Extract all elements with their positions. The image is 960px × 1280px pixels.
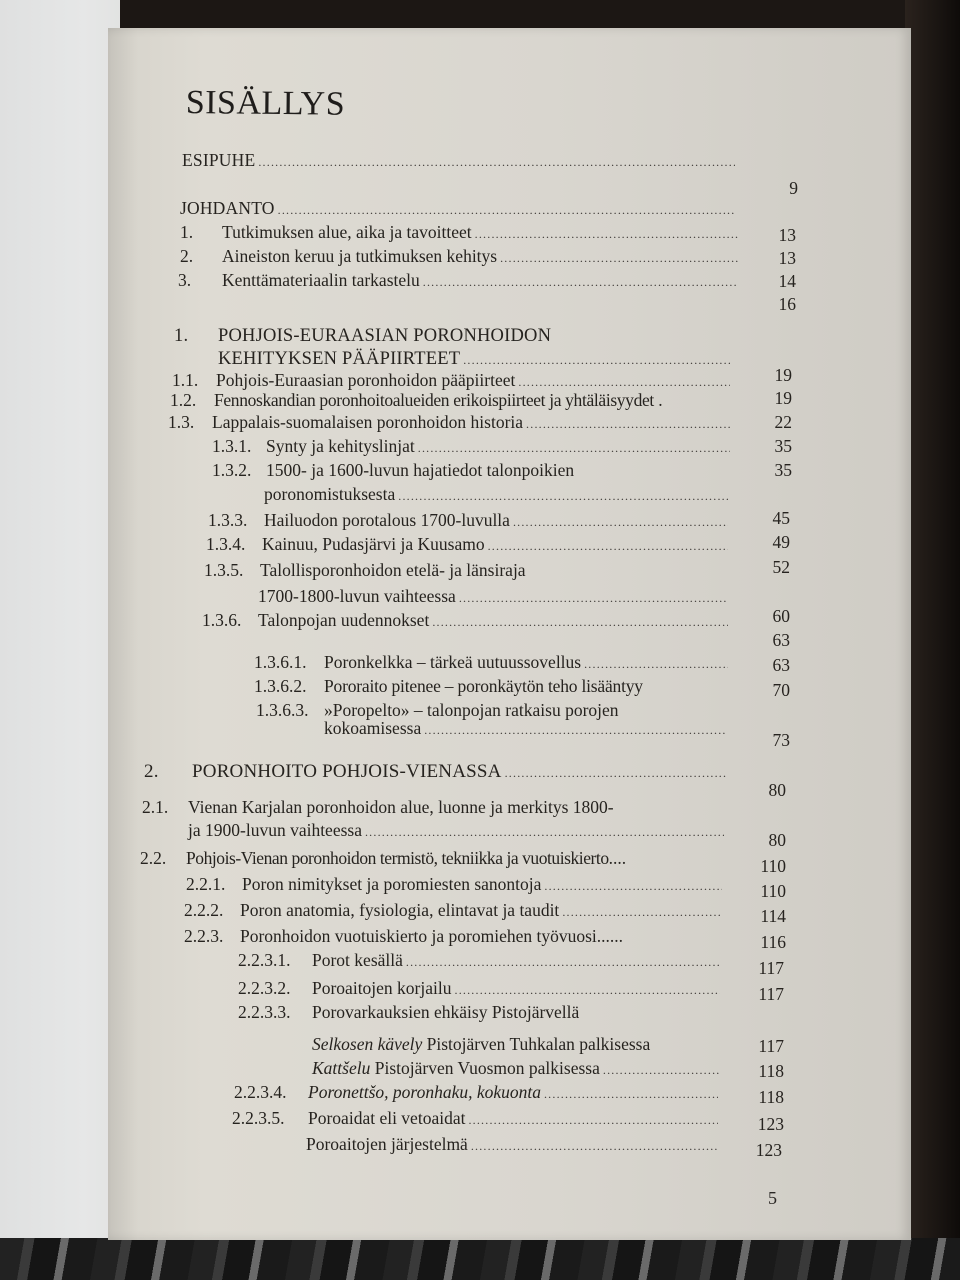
toc-entry-title: Pistojärven Vuosmon palkisessa — [370, 1058, 600, 1078]
toc-entry-title: Talonpojan uudennokset — [258, 610, 430, 630]
toc-entry — [312, 1034, 732, 1054]
leader-dots — [468, 1110, 718, 1130]
toc-entry-title: Pohjois-Vienan poronhoidon termistö, tekniikka ja vuotuiskierto — [186, 848, 609, 868]
toc-entry-continued — [188, 820, 728, 842]
leader-dots — [471, 1136, 718, 1156]
toc-entry-title: Poron anatomia, fysiologia, elintavat ja taudit — [240, 900, 560, 920]
leader-dots — [463, 350, 730, 370]
toc-entry — [254, 652, 732, 674]
toc-entry-continued — [324, 718, 730, 740]
page-number: 5 — [768, 1188, 777, 1208]
toc-entry-title: Hailuodon porotalous 1700-luvulla — [264, 510, 510, 530]
toc-entry-number: 1.3.6.2. — [254, 676, 307, 696]
leader-dots — [424, 720, 726, 740]
toc-entry-title: ESIPUHE — [182, 150, 256, 170]
toc-entry — [144, 762, 730, 783]
toc-entry-title: Pororaito pitenee – poronkäytön teho lisääntyy — [324, 676, 643, 696]
leader-dots — [365, 822, 724, 842]
toc-entry-title-line2: ja 1900-luvun vaihteessa — [188, 820, 362, 840]
toc-entry-title-line2: poronomistuksesta — [264, 484, 396, 504]
toc-entry: 2.2.3. Poronhoidon vuotuiskierto ja poromiehen työvuosi ...... — [184, 926, 624, 946]
toc-entry — [184, 900, 726, 922]
toc-entry-title: Pistojärven Tuhkalan palkisessa — [422, 1034, 651, 1054]
toc-entry — [180, 246, 796, 268]
leader-dots — [562, 902, 722, 922]
toc-entry — [186, 874, 726, 896]
toc-entry — [238, 1002, 724, 1022]
leader-dots — [398, 486, 728, 506]
toc-entry-title-italic: Selkosen kävely — [312, 1034, 423, 1054]
toc-entry-title: Lappalais-suomalaisen poronhoidon historia — [212, 412, 524, 432]
toc-entry: 2.2. Pohjois-Vienan poronhoidon termistö, tekniikka ja vuotuiskierto .... — [140, 848, 627, 868]
toc-entry-title: Poron nimitykset ja poromiesten sanontoja — [242, 874, 542, 894]
table-of-contents: ESIPUHE ..... 9 JOHDANTO ..... 13 1. Tutkimuksen alue, aika ja tavoitteet ..... 13 2. Aineiston keruu ja tutkimuksen kehitys ..... 14 3. Kenttämateriaalin tarkastelu ..... 16 1. POHJOIS-EURAASIAN PORONHOIDON KEHITYKSEN PÄÄPIIRTEET ..... 19 1.1. Pohjois-Euraasian poronhoidon pääpiirteet ..... 19 1.2. Fennoskandian poronhoitoalueiden erikoispiirteet ja yhtäläisyydet . 22 1.3. Lappalais-suomalaisen poronhoidon historia ..... 35 1.3.1. Synty ja kehityslinjat ..... 35 1.3.2. 1500- ja 1600-luvun hajatiedot talonpoikien poronomistuksesta ..... 45 1.3.3. Hailuodon porotalous 1700-luvulla ..... 49 1.3.4. Kainuu, Pudasjärvi ja Kuusamo ..... 52 1.3.5. Talollisporonhoidon etelä- ja länsiraja 1700-1800-luvun vaihteessa ..... 60 1.3.6. Talonpojan uudennokset ..... 63 1.3.6.1. Poronkelkka – tärkeä uutuussovellus ..... 63 1.3.6.2. Pororaito pitenee – poronkäytön teho lisääntyy 70 1.3.6.3. »Poropelto» – talonpojan ratkaisu porojen kokoamisessa ..... 73 2. PORONHOITO POHJOIS-VIENASSA ..... 80 2.1. Vienan Karjalan poronhoidon alue, luonne ja merkitys 1800- ja 1900-luvun vaihteessa ..... 80 2.2. Pohjois-Vienan poronhoidon termistö, tekniikka ja vuotuiskierto .... 110 2.2.1. Poron nimitykset ja poromiesten sanontoja ..... 110 2.2.2. Poron anatomia, fysiologia, elintavat ja taudit ..... 114 2.2.3. Poronhoidon vuotuiskierto ja poromiehen työvuosi ...... 116 2.2.3.1. Porot kesällä ..... 117 2.2.3.2. Poroaitojen korjailu ..... 117 2.2.3.3. Porovarkauksien ehkäisy Pistojärvellä Selkosen kävely Pistojärven Tuhkalan palkisessa 117 Kattšelu Pistojärven Vuosmon palkisessa ..... 118 2.2.3.4. Poronettšo, poronhaku, kokuonta ..... 118 2.2.3.5. Poroaidat eli vetoaidat ..... 123 Poroaitojen järjestelmä ..... 123 — [0, 0, 960, 1280]
toc-entry-title-line2: KEHITYKSEN PÄÄPIIRTEET — [218, 349, 461, 369]
toc-entry-title: Synty ja kehityslinjat — [266, 436, 415, 456]
toc-entry-number: 1.3.6. — [202, 610, 242, 630]
toc-entry-title: Porot kesällä — [312, 950, 403, 970]
toc-entry — [168, 412, 734, 434]
toc-entry — [180, 222, 796, 244]
toc-entry — [174, 326, 794, 346]
toc-entry-title: PORONHOITO POHJOIS-VIENASSA — [192, 761, 502, 782]
toc-entry-title: Kenttämateriaalin tarkastelu — [222, 270, 420, 290]
toc-entry-title: Vienan Karjalan poronhoidon alue, luonne ja merkitys 1800- — [188, 797, 614, 817]
leader-dots — [459, 588, 728, 608]
toc-entry-number: 1.3. — [168, 412, 195, 432]
toc-entry-number: 1.1. — [172, 370, 199, 390]
leader-dots — [423, 272, 738, 292]
toc-entry-number: 1.3.1. — [212, 436, 252, 456]
toc-entry-number: 1.3.6.3. — [256, 700, 309, 720]
toc-entry — [238, 978, 724, 1000]
leader-dots — [406, 952, 720, 972]
toc-entry — [202, 610, 732, 632]
toc-entry-number: 2. — [180, 246, 194, 266]
toc-entry-number: 2.2.2. — [184, 900, 224, 920]
toc-entry — [232, 1108, 722, 1130]
toc-entry-number: 2.2.3.3. — [238, 1002, 291, 1022]
page-title: SISÄLLYS — [185, 84, 346, 123]
toc-entry — [142, 797, 732, 817]
toc-entry-number: 2.1. — [142, 797, 169, 817]
toc-entry-title: Poroaitojen korjailu — [312, 978, 452, 998]
leader-dots — [475, 224, 738, 244]
toc-entry-continued — [264, 484, 732, 506]
toc-entry — [312, 1058, 724, 1080]
toc-entry — [172, 370, 734, 392]
toc-entry-title: Poronkelkka – tärkeä uutuussovellus — [324, 652, 582, 672]
toc-entry-number: 2.2.3.4. — [234, 1082, 287, 1102]
toc-entry-title: »Poropelto» – talonpojan ratkaisu porojen — [324, 700, 619, 720]
toc-entry-title: 1500- ja 1600-luvun hajatiedot talonpoikien — [266, 460, 575, 480]
toc-entry-continued — [218, 349, 734, 370]
toc-entry-number: 1.3.3. — [208, 510, 248, 530]
leader-dots — [584, 654, 728, 674]
toc-entry — [182, 150, 739, 172]
toc-entry-title-line2: 1700-1800-luvun vaihteessa — [258, 586, 456, 606]
toc-entry — [254, 676, 734, 696]
toc-entry-number: 2.2.3. — [184, 926, 224, 946]
toc-entry-title: Poroaitojen järjestelmä — [306, 1134, 468, 1154]
toc-entry-title-italic: Poronettšo, poronhaku, kokuonta — [308, 1082, 541, 1102]
toc-entry — [208, 510, 732, 532]
leader-dots — [603, 1060, 720, 1080]
toc-entry-title: Aineiston keruu ja tutkimuksen kehitys — [222, 246, 498, 266]
toc-entry-number: 2.2.3.5. — [232, 1108, 285, 1128]
toc-entry — [256, 700, 734, 720]
toc-entry — [212, 436, 734, 458]
toc-entry-title: Poroaidat eli vetoaidat — [308, 1108, 466, 1128]
toc-entry-number: 2.2.1. — [186, 874, 226, 894]
toc-entry-title: Talollisporonhoidon etelä- ja länsiraja — [260, 560, 526, 580]
toc-entry-number: 2.2.3.1. — [238, 950, 291, 970]
leader-dots — [488, 536, 728, 556]
toc-entry — [180, 198, 738, 220]
toc-entry-number: 1.3.6.1. — [254, 652, 307, 672]
toc-entry: 1.2. Fennoskandian poronhoitoalueiden erikoispiirteet ja yhtäläisyydet . — [170, 390, 663, 410]
toc-entry — [238, 950, 724, 972]
toc-entry-title: POHJOIS-EURAASIAN PORONHOIDON — [218, 326, 552, 346]
toc-entry-title: Kainuu, Pudasjärvi ja Kuusamo — [262, 534, 485, 554]
leader-dots — [258, 152, 735, 172]
toc-entry — [306, 1134, 722, 1156]
toc-entry-number: 1.3.5. — [204, 560, 244, 580]
toc-entry — [212, 460, 742, 480]
leader-dots — [513, 512, 728, 532]
toc-entry-number: 1.3.2. — [212, 460, 252, 480]
toc-entry-title: Tutkimuksen alue, aika ja tavoitteet — [222, 222, 472, 242]
toc-entry-title: Porovarkauksien ehkäisy Pistojärvellä — [312, 1002, 580, 1022]
leader-dots — [505, 763, 726, 783]
leader-dots — [544, 1084, 718, 1104]
toc-entry-title: Pohjois-Euraasian poronhoidon pääpiirteet — [216, 370, 516, 390]
toc-entry-number: 1. — [174, 326, 189, 346]
toc-entry-number: 2.2. — [140, 848, 167, 868]
toc-entry-number: 2. — [144, 761, 159, 782]
toc-entry-title: Poronhoidon vuotuiskierto ja poromiehen työvuosi — [240, 926, 597, 946]
toc-entry — [178, 270, 796, 292]
toc-entry-number: 1.2. — [170, 390, 197, 410]
leader-dots — [500, 248, 738, 268]
toc-entry-number: 1.3.4. — [206, 534, 246, 554]
leader-dots — [432, 612, 728, 632]
leader-dots — [418, 438, 730, 458]
toc-entry-title-line2: kokoamisessa — [324, 718, 422, 738]
toc-entry — [234, 1082, 722, 1104]
toc-entry-title: Fennoskandian poronhoitoalueiden erikoispiirteet ja yhtäläisyydet — [214, 390, 654, 410]
toc-entry-number: 3. — [178, 270, 192, 290]
toc-entry-title: JOHDANTO — [180, 198, 275, 218]
toc-entry — [204, 560, 734, 580]
leader-dots — [455, 980, 721, 1000]
toc-entry-title-italic: Kattšelu — [312, 1058, 371, 1078]
leader-dots — [526, 414, 730, 434]
leader-dots — [518, 372, 730, 392]
leader-dots — [544, 876, 722, 896]
toc-entry — [206, 534, 732, 556]
leader-dots — [278, 200, 734, 220]
toc-entry-number: 2.2.3.2. — [238, 978, 291, 998]
toc-entry-number: 1. — [180, 222, 194, 242]
toc-entry-continued — [258, 586, 732, 608]
